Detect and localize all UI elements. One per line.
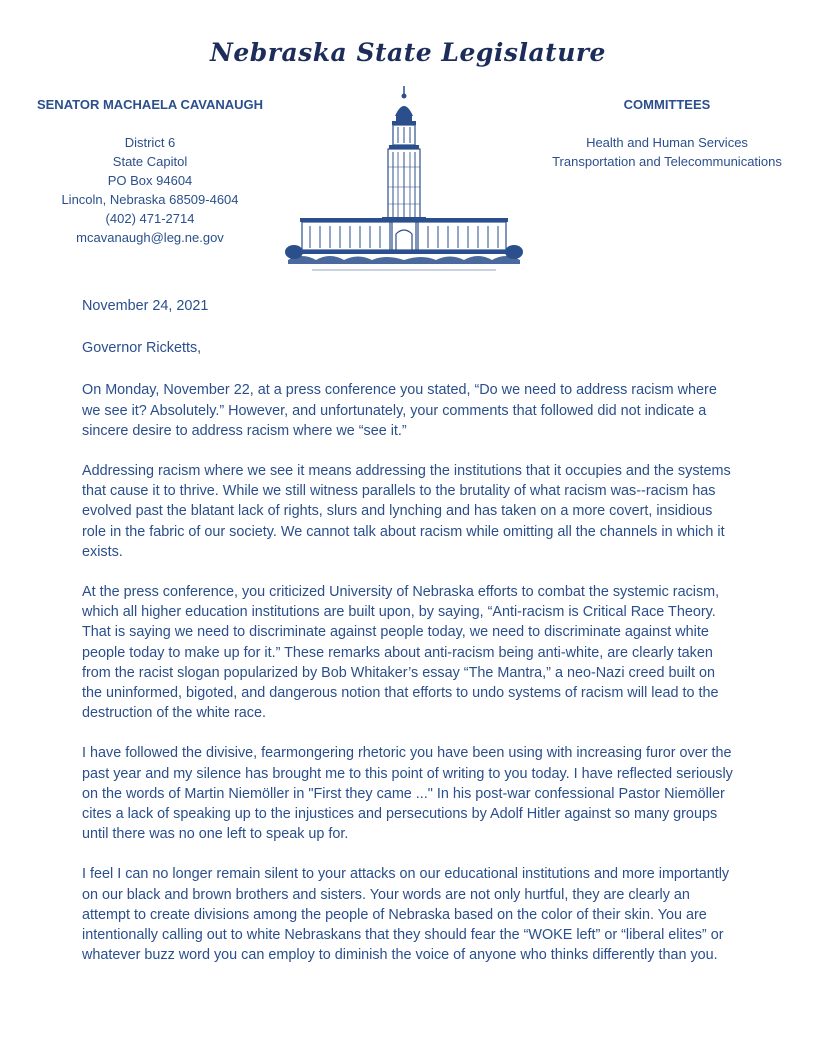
letter-body (82, 296, 734, 985)
address-district: District 6 (124, 135, 176, 150)
masthead-title: Nebraska State Legislature (210, 38, 606, 67)
letter-paragraph: At the press conference, you criticized University of Nebraska efforts to combat the systemic racism, which all higher education institutions are built upon, by saying, “Anti-racism is Critical Race Theory. That is saying we need to discriminate against people today, we need to discriminate against white people today to make up for it.” These remarks about anti-racism being anti-white, are clearly taken from the racist slogan popularized by Bob Whitaker’s essay “The Mantra,” a neo-Nazi creed built on the uninformed, bigoted, and dangerous notion that efforts to undo systems of racism will lead to the destruction of the white race. (82, 584, 720, 722)
letter-paragraph: Addressing racism where we see it means addressing the institutions that it occupies and the systems that cause it to thrive. While we still witness parallels to the brutality of what racism was--racism has evolved past the blatant lack of rights, slurs and lynching and has taken on a more covert, insidious role in the fabric of our society. We cannot talk about racism while omitting all the channels in which it exists. (82, 463, 731, 560)
address-po-box: PO Box 94604 (107, 173, 193, 188)
letter-paragraph: I have followed the divisive, fearmongering rhetoric you have been using with increasing furor over the past year and my silence has brought me to this point of writing to you today. I have reflected seriously on the words of Martin Niemöller in "First they came ..." In his post-war confessional Pastor Niemöller cites a lack of speaking up to the injustices and persecutions by Adolf Hitler against so many groups until there was no one left to speak up for. (82, 745, 733, 843)
address-phone: (402) 471-2714 (105, 211, 195, 226)
letter-paragraph: I feel I can no longer remain silent to your attacks on our educational institutions and more importantly on our black and brown brothers and sisters. Your words are not only hurtful, they are clearly an attempt to create divisions among the people of Nebraska based on the color of their skin. You are intentionally calling out to white Nebraskans that they should fear the “WOKE left” or “liberal elites” or whatever buzz word you can employ to diminish the voice of anyone who thinks differently than you. (82, 866, 730, 964)
letter-paragraph: On Monday, November 22, at a press conference you stated, “Do we need to address racism where we see it? Absolutely.” However, and unfortunately, your comments that followed did not indicate a sincere desire to address racism where we “see it.” (82, 382, 717, 439)
address-building: State Capitol (112, 154, 188, 169)
committee-item: Transportation and Telecommunications (552, 154, 782, 169)
committees-block (536, 95, 798, 171)
letter-date: November 24, 2021 (82, 298, 209, 314)
letter-salutation: Governor Ricketts, (82, 340, 202, 357)
committee-item: Health and Human Services (586, 135, 748, 150)
senator-contact-block (20, 95, 280, 247)
committees-heading: COMMITTEES (623, 97, 711, 112)
senator-name: SENATOR MACHAELA CAVANAUGH (36, 97, 264, 112)
address-email: mcavanaugh@leg.ne.gov (76, 230, 224, 245)
address-city: Lincoln, Nebraska 68509-4604 (61, 192, 239, 207)
capitol-building-icon (282, 82, 526, 282)
